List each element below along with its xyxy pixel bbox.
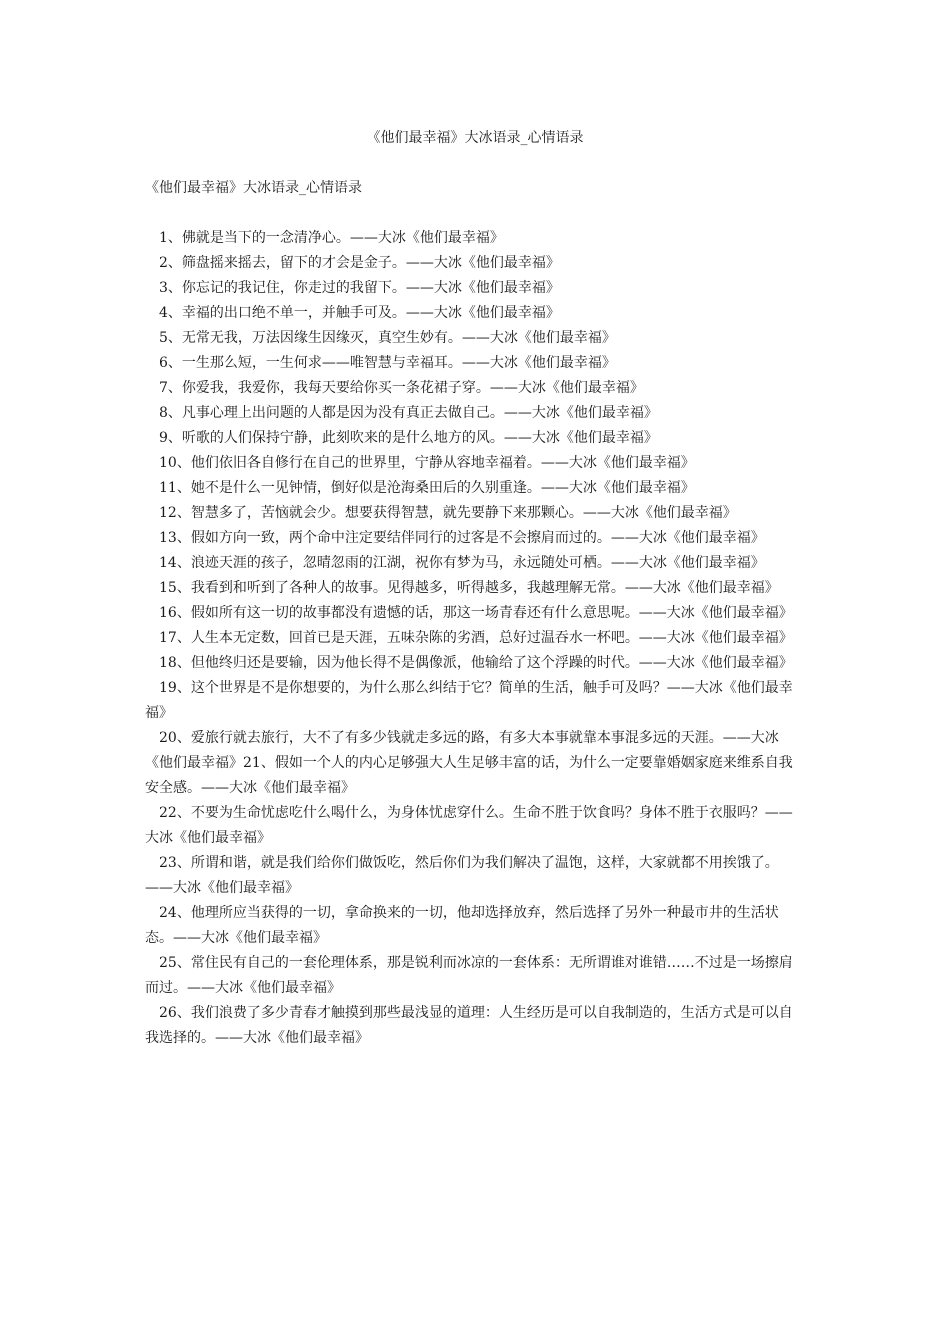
quote-item: 13、假如方向一致，两个命中注定要结伴同行的过客是不会擦肩而过的。——大冰《他们最幸福》 [159,530,765,546]
quote-item: 1、佛就是当下的一念清净心。——大冰《他们最幸福》 [159,230,504,246]
quote-item: 17、人生本无定数，回首已是天涯，五味杂陈的劣酒，总好过温吞水一杯吧。——大冰《他们最幸福》 [159,630,793,646]
page-subtitle: 《他们最幸福》大冰语录_心情语录 [145,180,362,196]
quote-item: 25、常住民有自己的一套伦理体系，那是锐利而冰凉的一套体系：无所谓谁对谁错……不过是一场擦肩而过。——大冰《他们最幸福》 [145,955,793,996]
quote-item: 4、幸福的出口绝不单一，并触手可及。——大冰《他们最幸福》 [159,305,560,321]
quote-item: 6、一生那么短，一生何求——唯智慧与幸福耳。——大冰《他们最幸福》 [159,355,616,371]
quote-item: 11、她不是什么一见钟情，倒好似是沧海桑田后的久别重逢。——大冰《他们最幸福》 [159,480,695,496]
quote-item: 24、他理所应当获得的一切，拿命换来的一切，他却选择放弃，然后选择了另外一种最市井的生活状态。——大冰《他们最幸福》 [145,905,779,946]
quote-item: 16、假如所有这一切的故事都没有遗憾的话，那这一场青春还有什么意思呢。——大冰《他们最幸福》 [159,605,793,621]
quote-item: 14、浪迹天涯的孩子，忽晴忽雨的江湖，祝你有梦为马，永远随处可栖。——大冰《他们最幸福》 [159,555,765,571]
quote-item: 10、他们依旧各自修行在自己的世界里，宁静从容地幸福着。——大冰《他们最幸福》 [159,455,695,471]
quote-item: 2、筛盘摇来摇去，留下的才会是金子。——大冰《他们最幸福》 [159,255,560,271]
quote-item: 3、你忘记的我记住，你走过的我留下。——大冰《他们最幸福》 [159,280,560,296]
quote-item: 18、但他终归还是要输，因为他长得不是偶像派，他输给了这个浮躁的时代。——大冰《他们最幸福》 [159,655,793,671]
quote-item: 20、爱旅行就去旅行，大不了有多少钱就走多远的路，有多大本事就靠本事混多远的天涯。——大冰《他们最幸福》21、假如一个人的内心足够强大人生足够丰富的话，为什么一定要靠婚姻家庭来维系自我安全感。——大冰《他们最幸福》 [145,730,793,796]
quote-item: 7、你爱我，我爱你，我每天要给你买一条花裙子穿。——大冰《他们最幸福》 [159,380,644,396]
quote-item: 23、所谓和谐，就是我们给你们做饭吃，然后你们为我们解决了温饱，这样，大家就都不用挨饿了。——大冰《他们最幸福》 [145,855,779,896]
quote-item: 19、这个世界是不是你想要的，为什么那么纠结于它？简单的生活，触手可及吗？——大冰《他们最幸福》 [145,680,793,721]
quote-item: 5、无常无我，万法因缘生因缘灭，真空生妙有。——大冰《他们最幸福》 [159,330,616,346]
quote-list [145,226,800,1051]
quote-item: 9、听歌的人们保持宁静，此刻吹来的是什么地方的风。——大冰《他们最幸福》 [159,430,658,446]
quote-item: 12、智慧多了，苦恼就会少。想要获得智慧，就先要静下来那颗心。——大冰《他们最幸福》 [159,505,737,521]
quote-item: 22、不要为生命忧虑吃什么喝什么，为身体忧虑穿什么。生命不胜于饮食吗？身体不胜于衣服吗？——大冰《他们最幸福》 [145,805,793,846]
quote-item: 8、凡事心理上出问题的人都是因为没有真正去做自己。——大冰《他们最幸福》 [159,405,658,421]
quote-item: 26、我们浪费了多少青春才触摸到那些最浅显的道理：人生经历是可以自我制造的，生活方式是可以自我选择的。——大冰《他们最幸福》 [145,1005,793,1046]
quote-item: 15、我看到和听到了各种人的故事。见得越多，听得越多，我越理解无常。——大冰《他们最幸福》 [159,580,779,596]
page-title: 《他们最幸福》大冰语录_心情语录 [366,130,584,146]
